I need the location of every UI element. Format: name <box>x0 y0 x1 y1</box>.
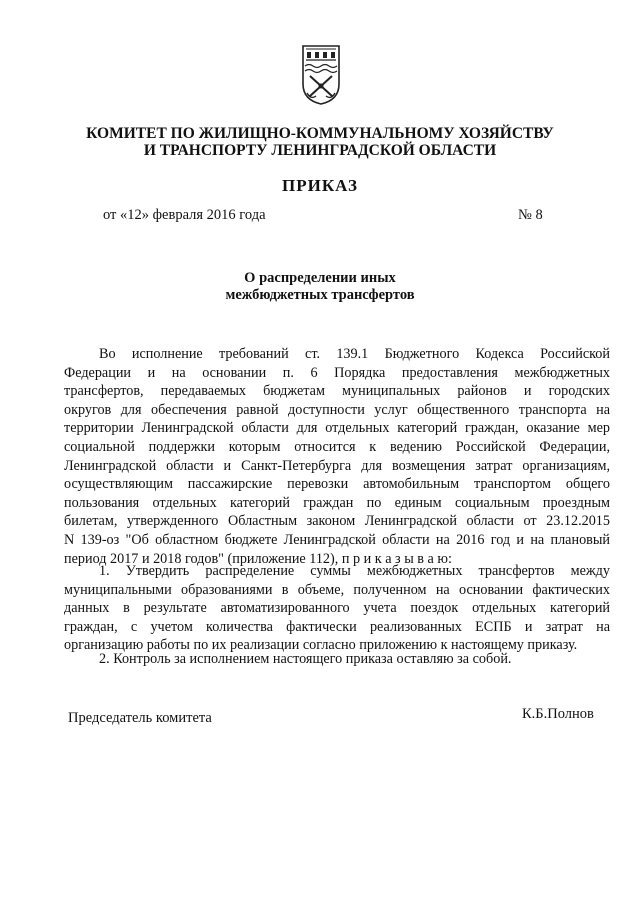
paragraph-line: билетам, утвержденного Областным законом Ленинградской области от 23.12.2015 <box>64 513 610 530</box>
paragraph-line: трансфертов, передаваемых бюджетам муниципальных районов и городских <box>64 383 610 400</box>
clause-1-paragraph <box>64 562 610 655</box>
paragraph-line: округов для обеспечения равной доступности услуг общественного транспорта на <box>64 401 610 418</box>
clause-2-paragraph <box>64 650 610 669</box>
org-name-line2: И ТРАНСПОРТУ ЛЕНИНГРАДСКОЙ ОБЛАСТИ <box>143 142 497 159</box>
paragraph-line: период 2017 и 2018 годов" (приложение 112), п р и к а з ы в а ю: <box>64 550 452 567</box>
paragraph-line: данных в результате автоматизированного учета поездок отдельных категорий <box>64 600 610 617</box>
paragraph-line: пользования отдельных категорий граждан по единым социальным проездным <box>64 494 610 511</box>
paragraph-line: N 139-оз "Об областном бюджете Ленинградской области на 2016 год и на плановый <box>64 531 610 548</box>
order-number: № 8 <box>518 207 543 223</box>
order-date: от «12» февраля 2016 года <box>103 207 266 223</box>
paragraph-line: социальной поддержки которым относится к ведению Российской Федерации, <box>64 438 610 455</box>
paragraph-line: Во исполнение требований ст. 139.1 Бюджетного Кодекса Российской <box>99 346 610 362</box>
subject-line2: межбюджетных трансфертов <box>225 287 415 303</box>
paragraph-line: Ленинградской области и Санкт-Петербурга для возмещения затрат организациям, <box>64 457 610 474</box>
subject-line1: О распределении иных <box>244 270 396 286</box>
paragraph-line: муниципальными образованиями в объеме, полученном на основании фактических <box>64 581 610 598</box>
paragraph-line: 1. Утвердить распределение суммы межбюджетных трансфертов между <box>99 563 610 579</box>
doc-type-title: ПРИКАЗ <box>282 176 358 195</box>
org-name-line1: КОМИТЕТ ПО ЖИЛИЩНО-КОММУНАЛЬНОМУ ХОЗЯЙСТВУ <box>86 125 554 142</box>
paragraph-line: осуществляющим пассажирские перевозки автомобильным транспортом общего <box>64 476 610 493</box>
paragraph-line: граждан, с учетом количества фактически реализованных ЕСПБ и затрат на <box>64 618 610 635</box>
preamble-paragraph <box>64 345 610 568</box>
signatory-role: Председатель комитета <box>68 710 212 726</box>
coat-of-arms-icon <box>301 44 341 106</box>
signatory-name: К.Б.Полнов <box>522 706 594 722</box>
paragraph-line: Федерации и на основании п. 6 Порядка предоставления межбюджетных <box>64 364 610 381</box>
paragraph-line: организацию работы по их реализации согласно приложению к настоящему приказу. <box>64 637 578 654</box>
paragraph-line: 2. Контроль за исполнением настоящего приказа оставляю за собой. <box>99 651 512 667</box>
paragraph-line: территории Ленинградской области для отдельных категорий граждан, оказание мер <box>64 420 610 437</box>
